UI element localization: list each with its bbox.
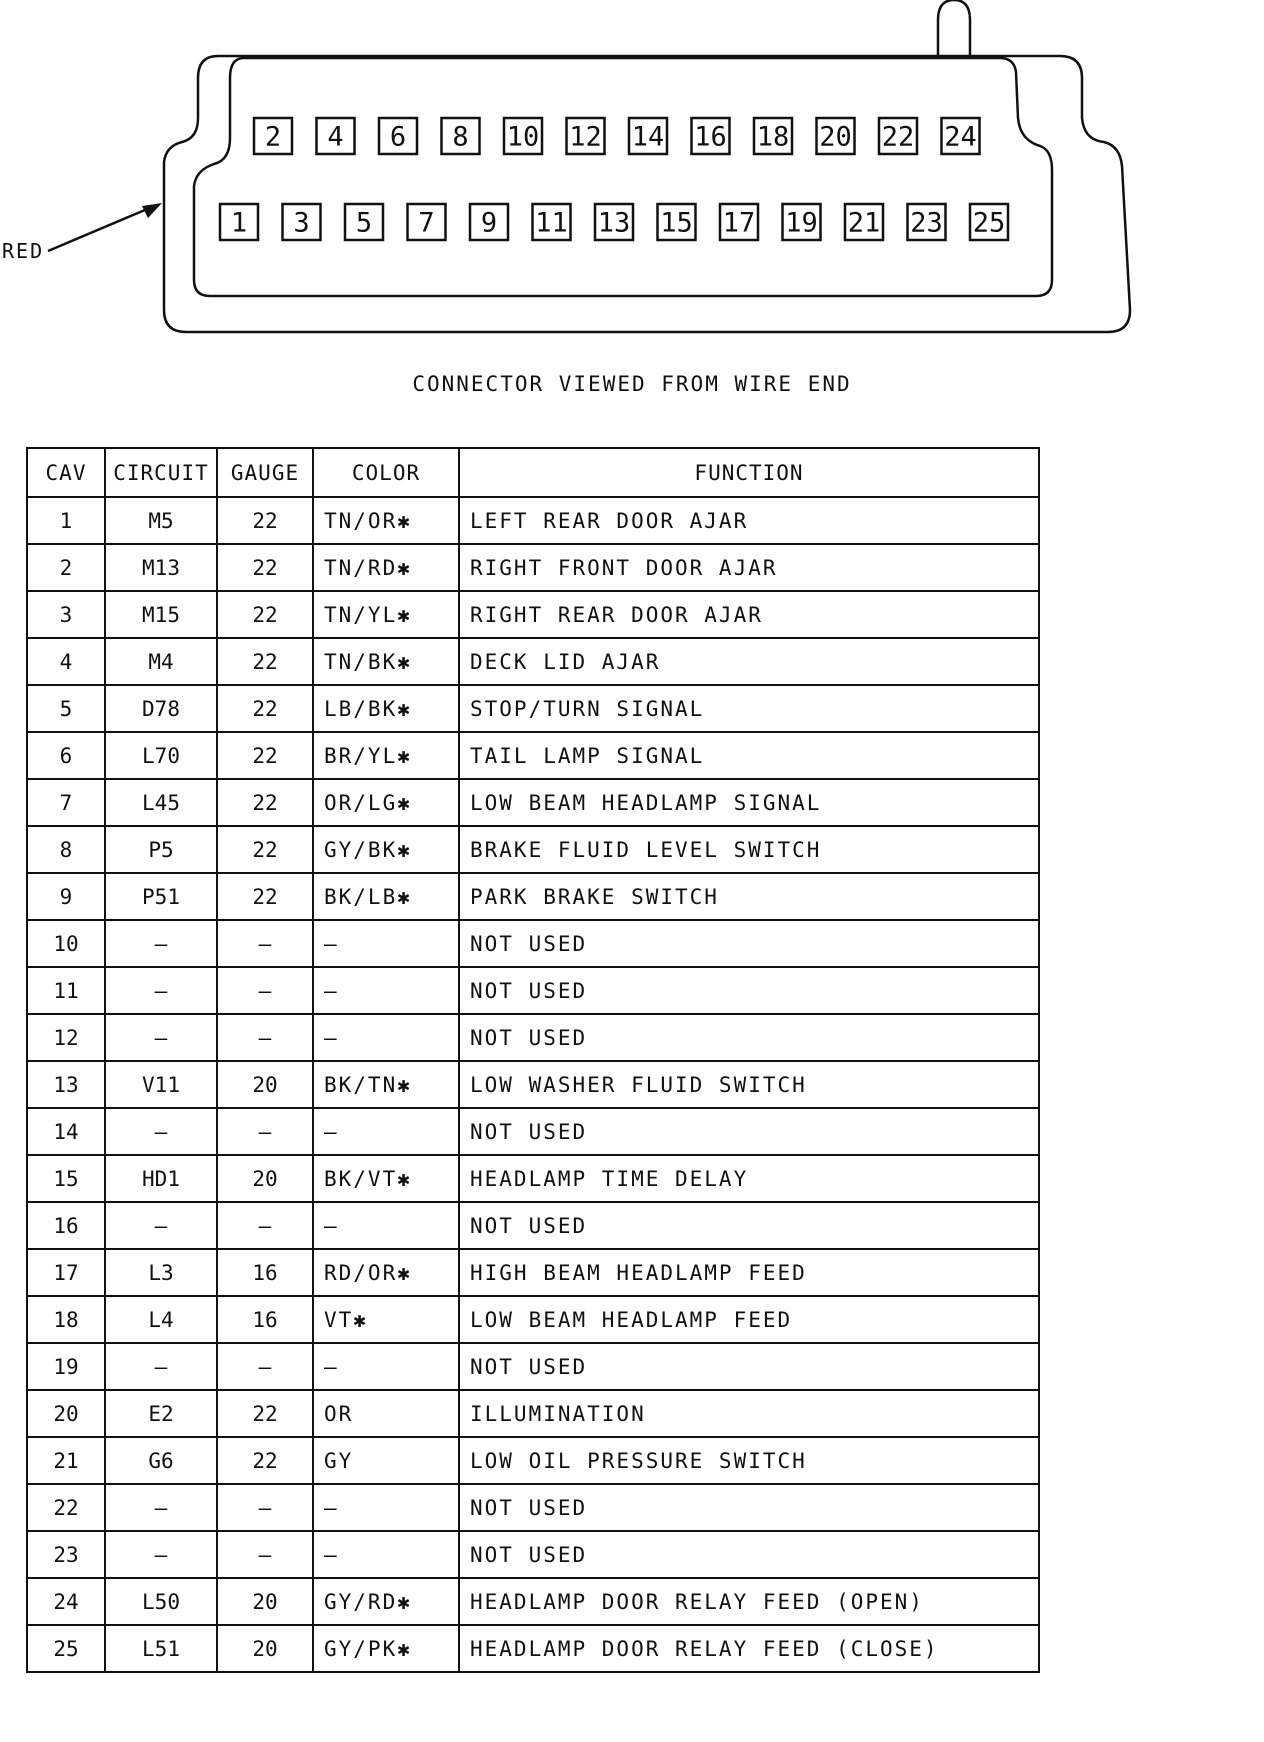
cell-gauge: — xyxy=(217,920,313,967)
cell-color: — xyxy=(313,1108,459,1155)
connector-outer-shell xyxy=(164,56,1130,332)
cell-circuit: E2 xyxy=(105,1390,217,1437)
cell-cav: 4 xyxy=(27,638,105,685)
connector-caption-text: CONNECTOR VIEWED FROM WIRE END xyxy=(412,372,852,396)
pointer-arrow-line xyxy=(48,207,152,251)
cell-function: NOT USED xyxy=(459,1531,1039,1578)
cell-cav: 20 xyxy=(27,1390,105,1437)
cell-color: TN/RD✱ xyxy=(313,544,459,591)
cell-function: HEADLAMP DOOR RELAY FEED (OPEN) xyxy=(459,1578,1039,1625)
cell-gauge: 20 xyxy=(217,1155,313,1202)
cell-color: — xyxy=(313,1531,459,1578)
cell-gauge: 22 xyxy=(217,591,313,638)
cell-color: — xyxy=(313,1343,459,1390)
cell-color: GY/BK✱ xyxy=(313,826,459,873)
cell-color: OR xyxy=(313,1390,459,1437)
table-row xyxy=(27,920,1039,967)
cell-circuit: L3 xyxy=(105,1249,217,1296)
cell-circuit: L4 xyxy=(105,1296,217,1343)
cell-function: ILLUMINATION xyxy=(459,1390,1039,1437)
cavity-number: 9 xyxy=(480,207,498,239)
table-row xyxy=(27,732,1039,779)
cell-cav: 5 xyxy=(27,685,105,732)
cavity-number: 2 xyxy=(264,121,282,153)
cell-cav: 13 xyxy=(27,1061,105,1108)
table-row xyxy=(27,1531,1039,1578)
cell-circuit: M5 xyxy=(105,497,217,544)
cell-gauge: 22 xyxy=(217,779,313,826)
cell-function: NOT USED xyxy=(459,1484,1039,1531)
cell-function: LOW WASHER FLUID SWITCH xyxy=(459,1061,1039,1108)
cell-function: NOT USED xyxy=(459,1343,1039,1390)
cell-color: TN/YL✱ xyxy=(313,591,459,638)
cell-color: BK/LB✱ xyxy=(313,873,459,920)
header-gauge: GAUGE xyxy=(217,448,313,497)
cavity-number: 24 xyxy=(944,121,977,153)
table-row xyxy=(27,1249,1039,1296)
cell-function: LEFT REAR DOOR AJAR xyxy=(459,497,1039,544)
cell-gauge: 20 xyxy=(217,1061,313,1108)
cell-function: STOP/TURN SIGNAL xyxy=(459,685,1039,732)
cell-circuit: — xyxy=(105,920,217,967)
cell-gauge: — xyxy=(217,1343,313,1390)
cavity-number: 16 xyxy=(694,121,727,153)
cell-gauge: 22 xyxy=(217,1437,313,1484)
cell-circuit: G6 xyxy=(105,1437,217,1484)
cell-circuit: — xyxy=(105,1108,217,1155)
cell-function: TAIL LAMP SIGNAL xyxy=(459,732,1039,779)
cell-gauge: 16 xyxy=(217,1296,313,1343)
cell-cav: 23 xyxy=(27,1531,105,1578)
cell-gauge: 16 xyxy=(217,1249,313,1296)
connector-caption xyxy=(0,372,1264,396)
cell-cav: 1 xyxy=(27,497,105,544)
cell-function: HIGH BEAM HEADLAMP FEED xyxy=(459,1249,1039,1296)
cell-gauge: — xyxy=(217,1531,313,1578)
cavity-number: 4 xyxy=(327,121,344,153)
cell-gauge: — xyxy=(217,1108,313,1155)
cell-circuit: M13 xyxy=(105,544,217,591)
cell-cav: 22 xyxy=(27,1484,105,1531)
cell-gauge: 22 xyxy=(217,685,313,732)
cell-gauge: 22 xyxy=(217,732,313,779)
cavity-number: 11 xyxy=(535,207,568,239)
cell-function: LOW BEAM HEADLAMP SIGNAL xyxy=(459,779,1039,826)
cell-function: NOT USED xyxy=(459,1014,1039,1061)
cell-gauge: — xyxy=(217,1014,313,1061)
cavity-number: 19 xyxy=(785,207,818,239)
cavity-number: 10 xyxy=(506,121,540,153)
cell-circuit: P5 xyxy=(105,826,217,873)
header-color: COLOR xyxy=(313,448,459,497)
cell-cav: 8 xyxy=(27,826,105,873)
cell-gauge: 22 xyxy=(217,544,313,591)
table-row xyxy=(27,967,1039,1014)
cell-function: RIGHT FRONT DOOR AJAR xyxy=(459,544,1039,591)
cell-circuit: L70 xyxy=(105,732,217,779)
table-row xyxy=(27,1390,1039,1437)
cell-color: — xyxy=(313,1014,459,1061)
table-row xyxy=(27,685,1039,732)
cell-cav: 2 xyxy=(27,544,105,591)
connector-latch-tab xyxy=(938,0,970,58)
cell-cav: 3 xyxy=(27,591,105,638)
header-function: FUNCTION xyxy=(459,448,1039,497)
cell-cav: 11 xyxy=(27,967,105,1014)
cavity-number: 1 xyxy=(230,207,248,239)
connector-inner-shell xyxy=(194,58,1052,296)
cell-function: NOT USED xyxy=(459,920,1039,967)
cell-function: NOT USED xyxy=(459,1108,1039,1155)
cell-function: NOT USED xyxy=(459,967,1039,1014)
cell-color: GY/PK✱ xyxy=(313,1625,459,1672)
cell-color: TN/BK✱ xyxy=(313,638,459,685)
cavity-number: 25 xyxy=(972,207,1006,239)
cell-circuit: — xyxy=(105,1343,217,1390)
table-row xyxy=(27,1578,1039,1625)
cavity-number: 14 xyxy=(631,121,665,153)
cell-circuit: — xyxy=(105,1202,217,1249)
cell-gauge: — xyxy=(217,1202,313,1249)
table-row xyxy=(27,1014,1039,1061)
connector-diagram xyxy=(0,0,1264,420)
cell-color: — xyxy=(313,920,459,967)
table-header-row xyxy=(27,448,1039,497)
cell-color: — xyxy=(313,967,459,1014)
cell-cav: 9 xyxy=(27,873,105,920)
cavity-number: 6 xyxy=(389,121,407,153)
cell-color: GY/RD✱ xyxy=(313,1578,459,1625)
cell-function: BRAKE FLUID LEVEL SWITCH xyxy=(459,826,1039,873)
pointer-label-red: RED xyxy=(2,239,45,263)
cell-gauge: 22 xyxy=(217,497,313,544)
table-row xyxy=(27,638,1039,685)
cell-cav: 21 xyxy=(27,1437,105,1484)
cell-cav: 10 xyxy=(27,920,105,967)
cell-gauge: — xyxy=(217,1484,313,1531)
pointer-arrow-head xyxy=(142,203,162,218)
cell-circuit: L51 xyxy=(105,1625,217,1672)
table-row xyxy=(27,1202,1039,1249)
cell-color: GY xyxy=(313,1437,459,1484)
cell-circuit: M15 xyxy=(105,591,217,638)
cell-function: HEADLAMP TIME DELAY xyxy=(459,1155,1039,1202)
table-row xyxy=(27,591,1039,638)
table-row xyxy=(27,826,1039,873)
cell-cav: 12 xyxy=(27,1014,105,1061)
cell-gauge: 22 xyxy=(217,873,313,920)
cell-cav: 17 xyxy=(27,1249,105,1296)
cavity-number: 12 xyxy=(569,121,602,153)
connector-cavities xyxy=(220,118,1008,240)
cell-cav: 14 xyxy=(27,1108,105,1155)
cell-cav: 19 xyxy=(27,1343,105,1390)
cell-gauge: 22 xyxy=(217,826,313,873)
cell-function: PARK BRAKE SWITCH xyxy=(459,873,1039,920)
cell-circuit: — xyxy=(105,1014,217,1061)
table-row xyxy=(27,1155,1039,1202)
cell-cav: 6 xyxy=(27,732,105,779)
cell-color: RD/OR✱ xyxy=(313,1249,459,1296)
cell-circuit: — xyxy=(105,967,217,1014)
table-row xyxy=(27,1484,1039,1531)
cavity-number: 23 xyxy=(910,207,943,239)
cell-function: LOW OIL PRESSURE SWITCH xyxy=(459,1437,1039,1484)
cell-circuit: L45 xyxy=(105,779,217,826)
cavity-number: 20 xyxy=(819,121,852,153)
cell-gauge: 20 xyxy=(217,1578,313,1625)
pinout-table-body xyxy=(27,497,1039,1672)
cell-color: LB/BK✱ xyxy=(313,685,459,732)
header-cav: CAV xyxy=(27,448,105,497)
cell-circuit: L50 xyxy=(105,1578,217,1625)
cell-circuit: — xyxy=(105,1531,217,1578)
cavity-number: 15 xyxy=(660,207,693,239)
pinout-table xyxy=(26,447,1040,1673)
cell-cav: 18 xyxy=(27,1296,105,1343)
table-row xyxy=(27,873,1039,920)
cell-color: BR/YL✱ xyxy=(313,732,459,779)
table-row xyxy=(27,1437,1039,1484)
cell-color: OR/LG✱ xyxy=(313,779,459,826)
cell-color: TN/OR✱ xyxy=(313,497,459,544)
cell-function: RIGHT REAR DOOR AJAR xyxy=(459,591,1039,638)
cavity-number: 5 xyxy=(355,207,373,239)
cavity-number: 13 xyxy=(597,207,631,239)
cell-cav: 15 xyxy=(27,1155,105,1202)
cell-circuit: D78 xyxy=(105,685,217,732)
cell-color: BK/TN✱ xyxy=(313,1061,459,1108)
cavity-number: 7 xyxy=(418,207,435,239)
cell-circuit: V11 xyxy=(105,1061,217,1108)
cell-circuit: — xyxy=(105,1484,217,1531)
table-row xyxy=(27,1343,1039,1390)
cavity-number: 21 xyxy=(847,207,881,239)
cell-cav: 24 xyxy=(27,1578,105,1625)
cell-cav: 25 xyxy=(27,1625,105,1672)
table-row xyxy=(27,1625,1039,1672)
cell-color: — xyxy=(313,1202,459,1249)
cell-function: LOW BEAM HEADLAMP FEED xyxy=(459,1296,1039,1343)
cell-circuit: M4 xyxy=(105,638,217,685)
cell-circuit: HD1 xyxy=(105,1155,217,1202)
table-row xyxy=(27,1296,1039,1343)
cell-color: — xyxy=(313,1484,459,1531)
cell-gauge: 20 xyxy=(217,1625,313,1672)
cavity-number: 17 xyxy=(722,207,756,239)
cell-gauge: 22 xyxy=(217,638,313,685)
cell-gauge: — xyxy=(217,967,313,1014)
table-row xyxy=(27,779,1039,826)
cell-circuit: P51 xyxy=(105,873,217,920)
cavity-number: 18 xyxy=(756,121,790,153)
cell-function: NOT USED xyxy=(459,1202,1039,1249)
cell-gauge: 22 xyxy=(217,1390,313,1437)
cavity-number: 3 xyxy=(293,207,310,239)
cell-color: BK/VT✱ xyxy=(313,1155,459,1202)
cell-cav: 16 xyxy=(27,1202,105,1249)
table-row xyxy=(27,497,1039,544)
cell-function: DECK LID AJAR xyxy=(459,638,1039,685)
table-row xyxy=(27,1061,1039,1108)
cell-function: HEADLAMP DOOR RELAY FEED (CLOSE) xyxy=(459,1625,1039,1672)
cell-cav: 7 xyxy=(27,779,105,826)
cell-color: VT✱ xyxy=(313,1296,459,1343)
cavity-number: 22 xyxy=(881,121,915,153)
table-row xyxy=(27,1108,1039,1155)
header-circuit: CIRCUIT xyxy=(105,448,217,497)
cavity-number: 8 xyxy=(452,121,469,153)
table-row xyxy=(27,544,1039,591)
